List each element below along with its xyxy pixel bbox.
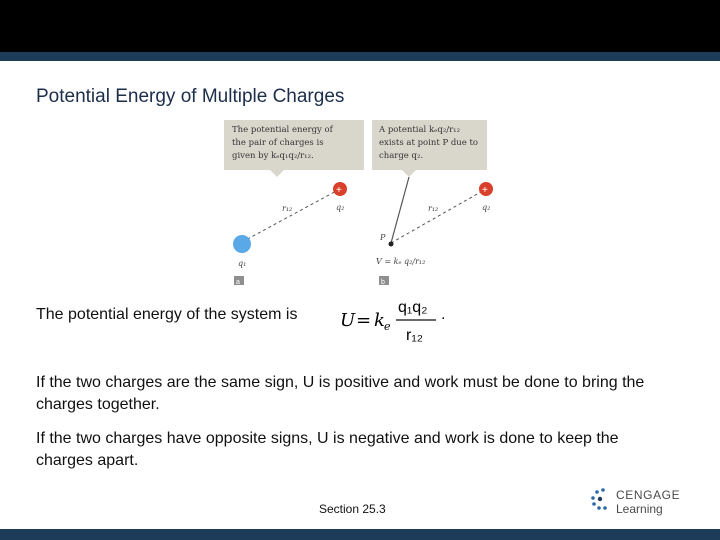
formula-U: U bbox=[340, 310, 356, 331]
section-reference: Section 25.3 bbox=[319, 502, 386, 516]
paragraph-opposite-sign: If the two charges have opposite signs, U is negative and work is done to keep the charges apart. bbox=[36, 430, 619, 469]
plus-sign-b: + bbox=[482, 185, 488, 196]
formula-numerator: q₁q₂ bbox=[398, 299, 428, 316]
charges-figure bbox=[222, 118, 512, 290]
cengage-dots-icon bbox=[591, 488, 607, 510]
callout-b-line-2: exists at point P due to bbox=[379, 138, 479, 148]
callout-b bbox=[372, 120, 487, 177]
callout-b-pointer bbox=[391, 177, 409, 243]
paragraph-same-sign: If the two charges are the same sign, U is positive and work must be done to bring the charges together. bbox=[36, 374, 645, 413]
callout-a bbox=[224, 120, 364, 177]
cengage-logo bbox=[588, 486, 692, 518]
potential-energy-formula bbox=[338, 296, 448, 346]
slide-title: Potential Energy of Multiple Charges bbox=[36, 86, 345, 107]
formula-period: . bbox=[441, 306, 446, 323]
logo-sub: Learning bbox=[616, 502, 663, 516]
plus-sign-a: + bbox=[336, 185, 342, 196]
callout-a-line-3: given by kₑq₁q₂/r₁₂. bbox=[232, 151, 314, 161]
formula-k-subscript: e bbox=[384, 320, 391, 333]
formula-equals: = bbox=[356, 310, 372, 331]
callout-b-line-1: A potential kₑq₂/r₁₂ bbox=[379, 125, 460, 135]
r12-label-a: r₁₂ bbox=[282, 204, 293, 213]
panel-b-label: b bbox=[381, 279, 385, 286]
callout-a-line-2: the pair of charges is bbox=[232, 138, 324, 148]
separation-line-b bbox=[391, 189, 486, 243]
separation-line-a bbox=[242, 189, 340, 242]
r12-label-b: r₁₂ bbox=[428, 204, 439, 213]
panel-a-label: a bbox=[236, 279, 240, 286]
top-stripe bbox=[0, 52, 720, 61]
callout-b-line-3: charge q₂. bbox=[379, 151, 424, 161]
q1-label: q₁ bbox=[238, 259, 247, 268]
q2-label-b: q₂ bbox=[482, 203, 491, 212]
logo-brand: CENGAGE bbox=[616, 488, 681, 502]
formula-k: k bbox=[374, 310, 385, 331]
bottom-bar bbox=[0, 529, 720, 540]
potential-energy-text: The potential energy of the system is bbox=[36, 306, 298, 323]
formula-denominator: r₁₂ bbox=[406, 327, 423, 344]
charge-q1 bbox=[233, 235, 251, 253]
potential-equation: V = kₑ q₂/r₁₂ bbox=[376, 257, 426, 266]
callout-a-line-1: The potential energy of bbox=[232, 125, 333, 135]
top-bar bbox=[0, 0, 720, 52]
q2-label-a: q₂ bbox=[336, 203, 345, 212]
P-label: P bbox=[380, 233, 386, 242]
point-P bbox=[389, 242, 394, 247]
